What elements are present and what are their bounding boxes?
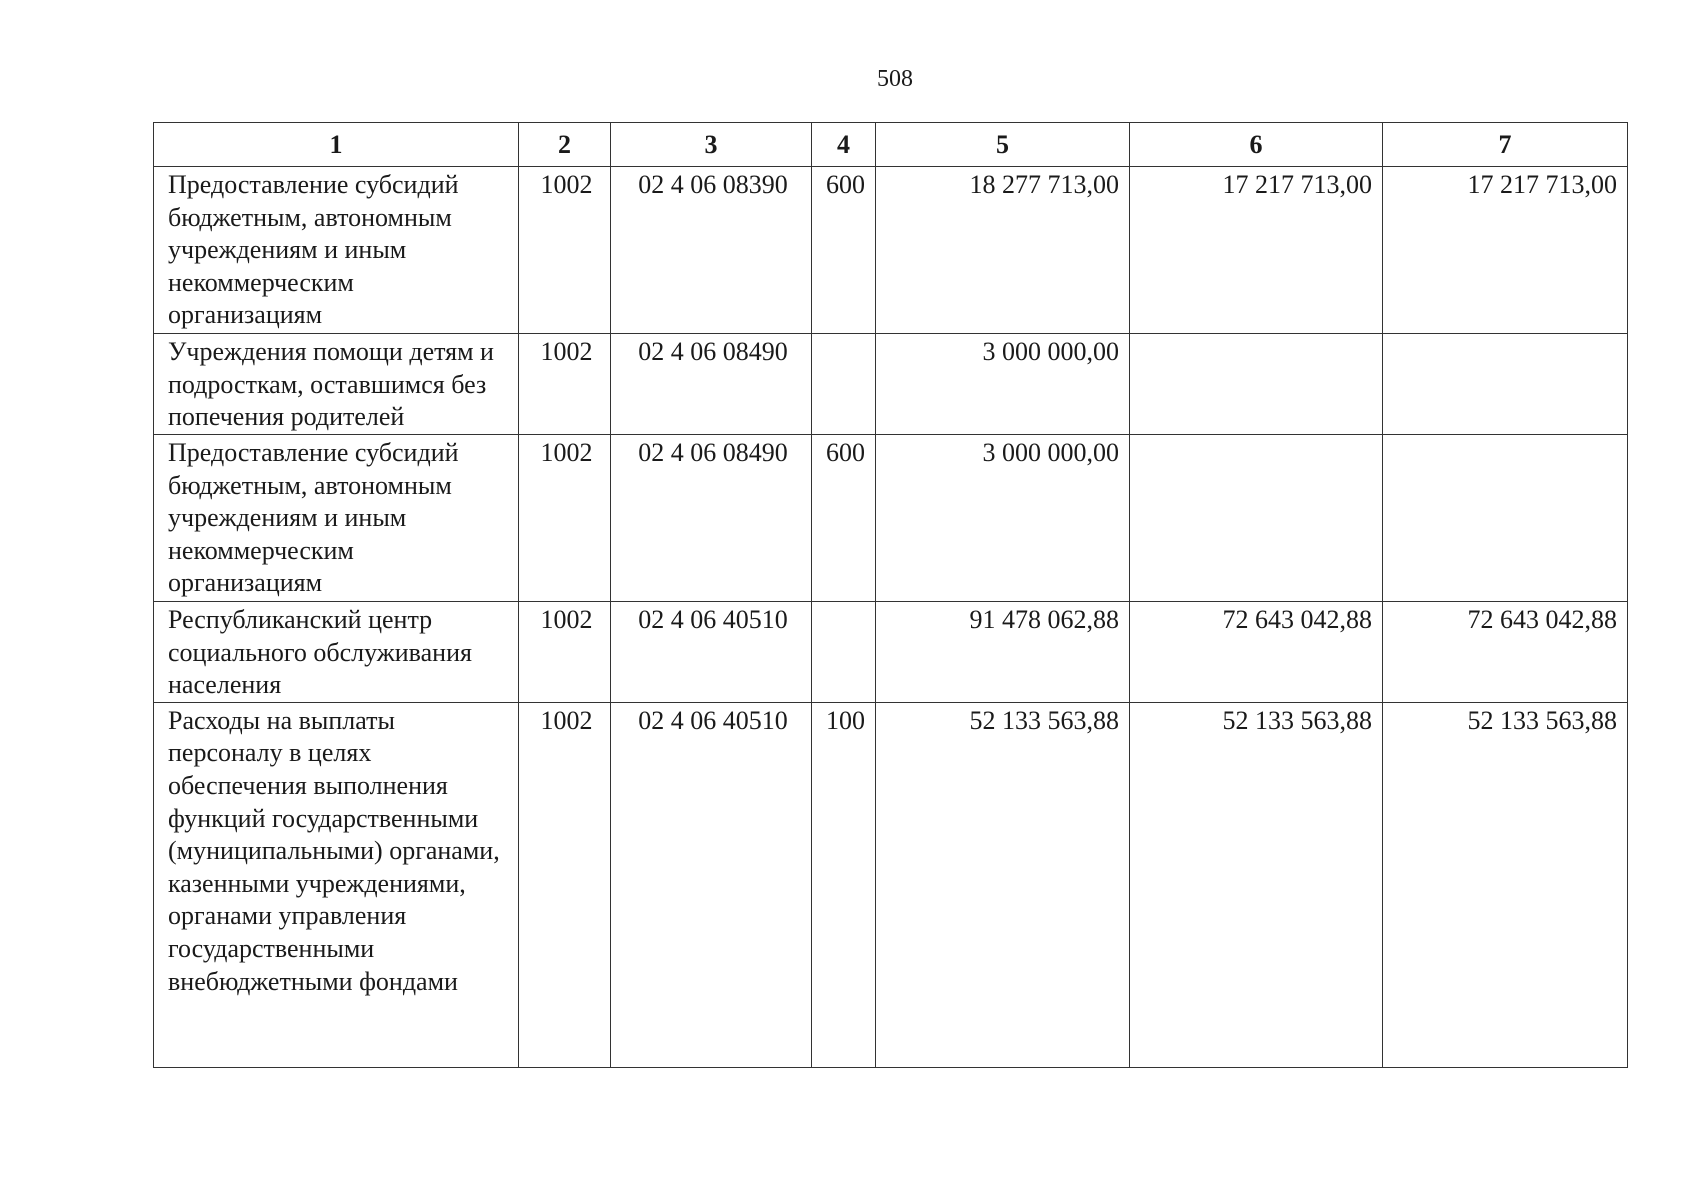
header-row bbox=[154, 123, 1628, 167]
row-amount-2-cell bbox=[1130, 435, 1383, 602]
row-name-cell: Предоставление субсидий бюджетным, автономным учреждениям и иным некоммерческим организациям bbox=[154, 167, 519, 334]
table-row bbox=[154, 435, 1628, 602]
row-amount-3-cell: 17 217 713,00 bbox=[1383, 167, 1628, 334]
column-header-3: 3 bbox=[611, 123, 812, 167]
table-row bbox=[154, 602, 1628, 703]
page-number: 508 bbox=[877, 66, 913, 92]
row-amount-3-cell bbox=[1383, 435, 1628, 602]
row-amount-1-cell: 3 000 000,00 bbox=[876, 435, 1130, 602]
row-amount-2-cell: 52 133 563,88 bbox=[1130, 702, 1383, 1067]
row-name-cell: Предоставление субсидий бюджетным, автономным учреждениям и иным некоммерческим организациям bbox=[154, 435, 519, 602]
row-section-cell: 1002 bbox=[519, 702, 611, 1067]
row-code-cell: 02 4 06 08390 bbox=[611, 167, 812, 334]
row-section-cell: 1002 bbox=[519, 334, 611, 435]
row-code-cell: 02 4 06 40510 bbox=[611, 602, 812, 703]
row-section-cell: 1002 bbox=[519, 602, 611, 703]
column-header-5: 5 bbox=[876, 123, 1130, 167]
column-header-1: 1 bbox=[154, 123, 519, 167]
row-amount-3-cell: 52 133 563,88 bbox=[1383, 702, 1628, 1067]
row-amount-2-cell: 72 643 042,88 bbox=[1130, 602, 1383, 703]
column-header-7: 7 bbox=[1383, 123, 1628, 167]
table-row bbox=[154, 334, 1628, 435]
row-section-cell: 1002 bbox=[519, 167, 611, 334]
column-header-4: 4 bbox=[812, 123, 876, 167]
row-name-cell: Республиканский центр социального обслуживания населения bbox=[154, 602, 519, 703]
table-row bbox=[154, 702, 1628, 1067]
row-type-cell bbox=[812, 334, 876, 435]
row-section-cell: 1002 bbox=[519, 435, 611, 602]
row-code-cell: 02 4 06 08490 bbox=[611, 435, 812, 602]
row-amount-3-cell: 72 643 042,88 bbox=[1383, 602, 1628, 703]
table-row bbox=[154, 167, 1628, 334]
row-type-cell bbox=[812, 602, 876, 703]
row-amount-2-cell bbox=[1130, 334, 1383, 435]
row-type-cell: 600 bbox=[812, 435, 876, 602]
row-amount-2-cell: 17 217 713,00 bbox=[1130, 167, 1383, 334]
row-code-cell: 02 4 06 08490 bbox=[611, 334, 812, 435]
row-name-cell: Расходы на выплаты персоналу в целях обеспечения выполнения функций государственными (муниципальными) органами, казенными учреждениями, органами управления государственными внебюджетными фондами bbox=[154, 702, 519, 1067]
row-amount-1-cell: 52 133 563,88 bbox=[876, 702, 1130, 1067]
column-header-2: 2 bbox=[519, 123, 611, 167]
row-type-cell: 100 bbox=[812, 702, 876, 1067]
row-name-cell: Учреждения помощи детям и подросткам, оставшимся без попечения родителей bbox=[154, 334, 519, 435]
budget-table bbox=[153, 122, 1628, 1068]
column-header-6: 6 bbox=[1130, 123, 1383, 167]
row-amount-1-cell: 91 478 062,88 bbox=[876, 602, 1130, 703]
row-amount-3-cell bbox=[1383, 334, 1628, 435]
row-code-cell: 02 4 06 40510 bbox=[611, 702, 812, 1067]
row-amount-1-cell: 3 000 000,00 bbox=[876, 334, 1130, 435]
row-amount-1-cell: 18 277 713,00 bbox=[876, 167, 1130, 334]
row-type-cell: 600 bbox=[812, 167, 876, 334]
